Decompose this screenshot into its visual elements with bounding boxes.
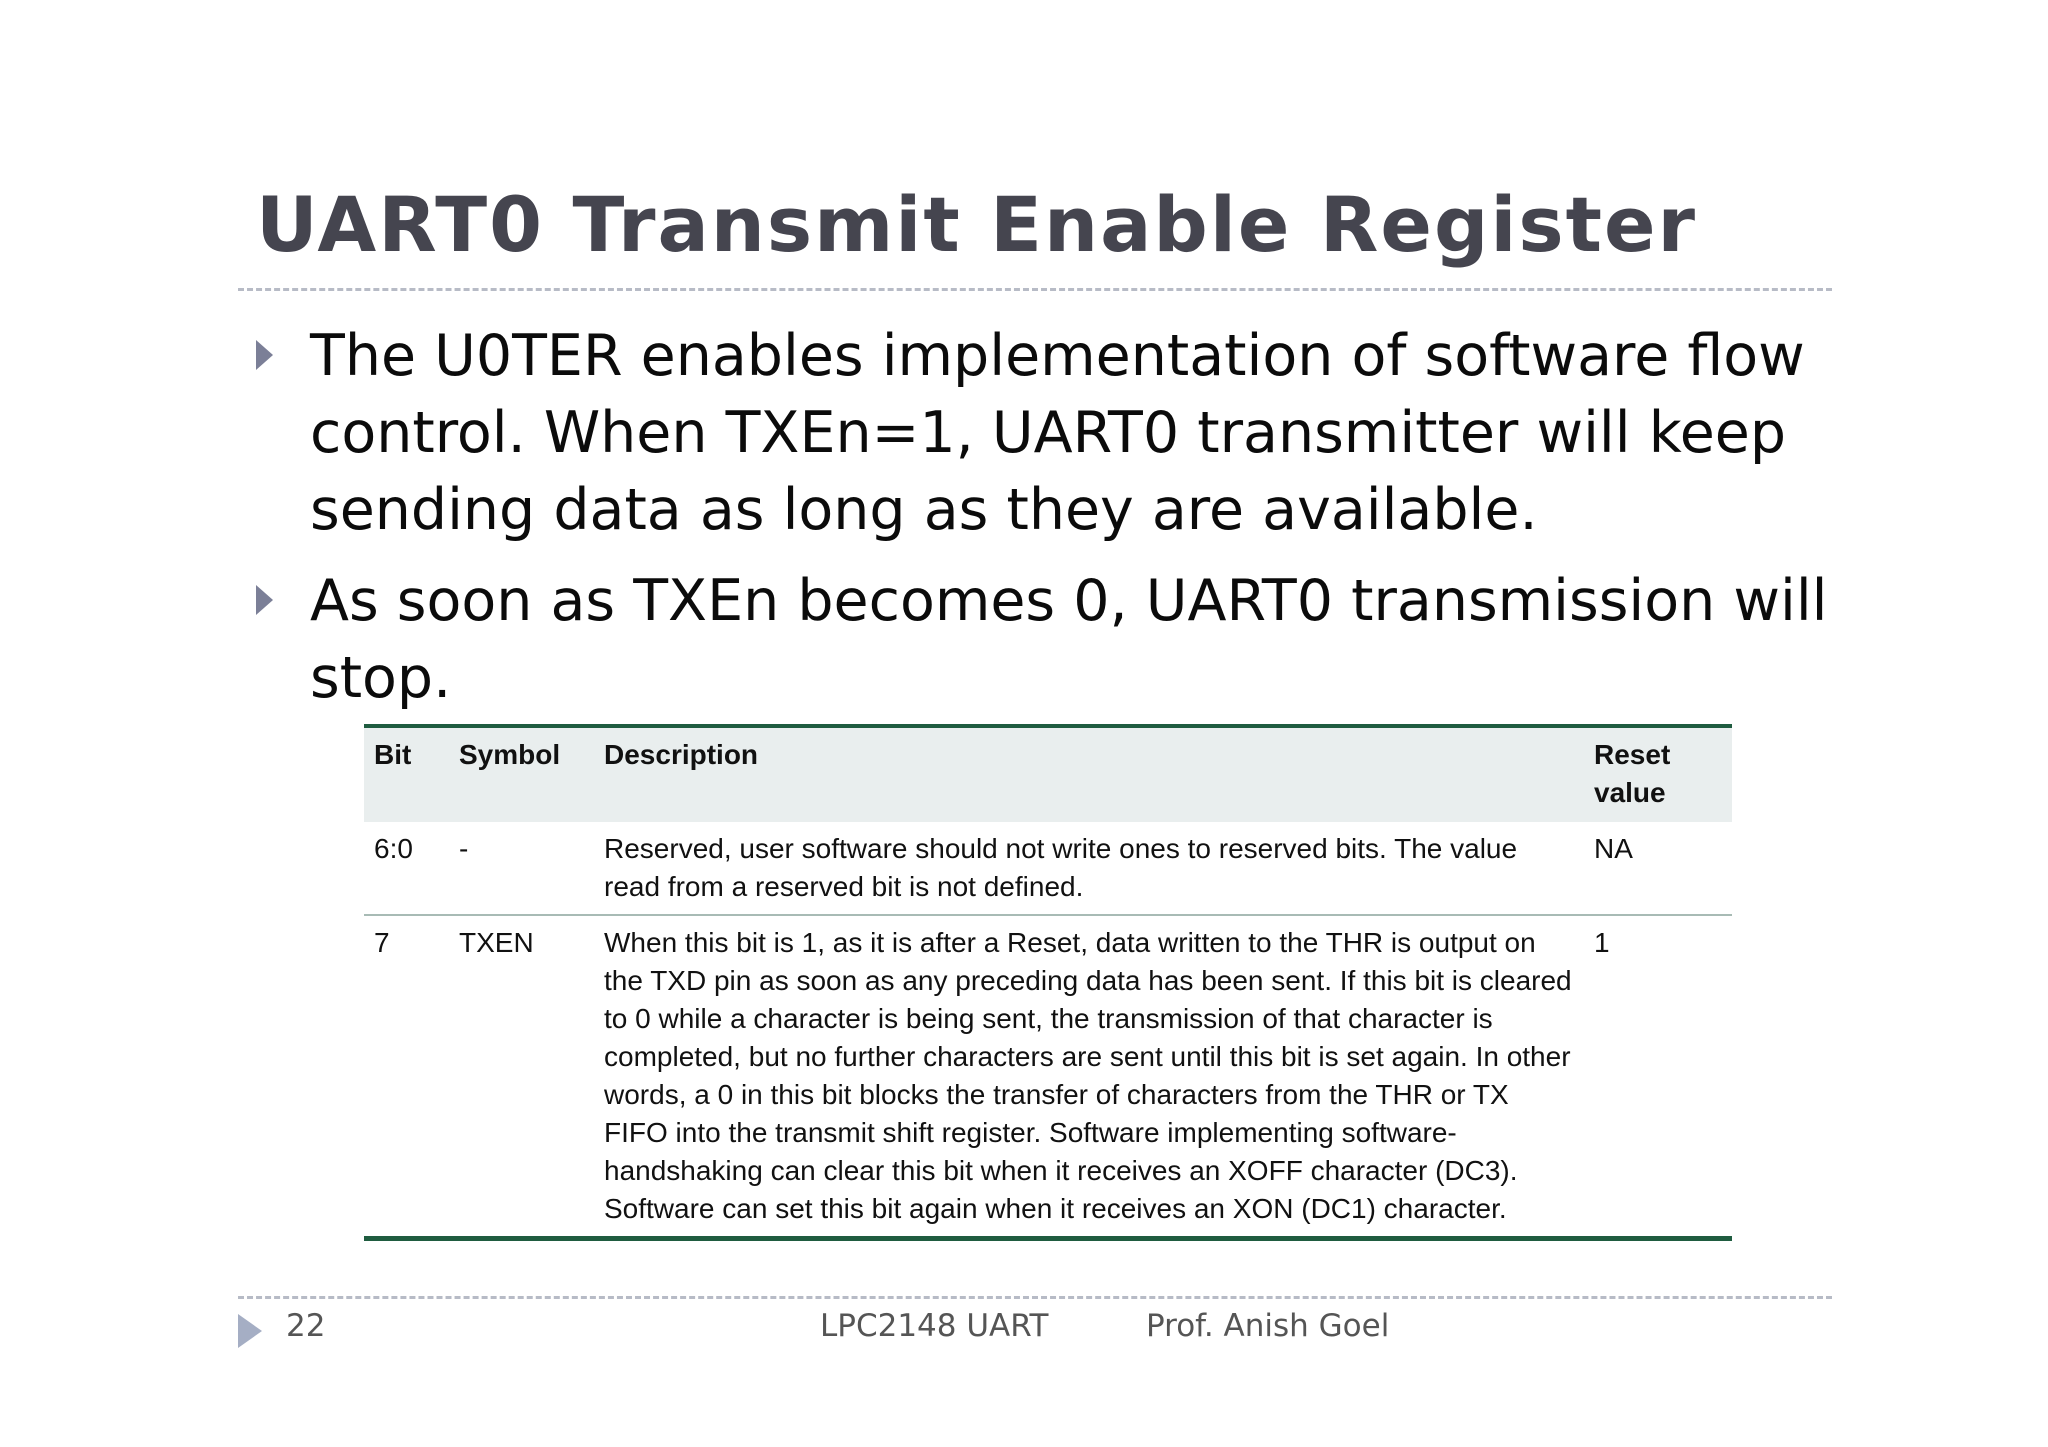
footer-triangle-icon — [238, 1314, 262, 1348]
title-divider — [238, 288, 1832, 291]
cell-bit: 6:0 — [374, 833, 413, 864]
header-bit: Bit — [374, 739, 412, 770]
cell-reset-value: 1 — [1594, 927, 1610, 958]
header-description: Description — [604, 739, 759, 770]
footer-author: Prof. Anish Goel — [1146, 1308, 1390, 1344]
page-number: 22 — [286, 1308, 326, 1344]
cell-description: When this bit is 1, as it is after a Reset, data written to the THR is output on the TXD pin as soon as any preceding data has been sent. If this bit is cleared to 0 while a character is being sent, the transmission of that character is completed, but no further characters are sent until this bit is set again. In other words, a 0 in this bit blocks the transfer of characters from the THR or TX FIFO into the transmit shift register. Software implementing software-handshaking can clear this bit when it receives an XOFF character (DC3). Software can set this bit again when it receives an XON (DC1) character. — [604, 927, 1572, 1224]
footer-course: LPC2148 UART — [820, 1308, 1049, 1344]
header-reset-value: Reset value — [1594, 739, 1671, 808]
bullet-text: As soon as TXEn becomes 0, UART0 transmission will stop. — [310, 568, 1828, 711]
header-symbol: Symbol — [459, 739, 561, 770]
triangle-bullet-icon — [256, 340, 273, 370]
table-row — [364, 822, 1732, 915]
cell-reset-value: NA — [1594, 833, 1633, 864]
table-header-row — [364, 726, 1732, 822]
table-row — [364, 915, 1732, 1239]
footer-divider — [238, 1296, 1832, 1299]
cell-description: Reserved, user software should not write ones to reserved bits. The value read from a reserved bit is not defined. — [604, 833, 1518, 902]
register-table — [364, 724, 1732, 1241]
cell-symbol: TXEN — [459, 927, 534, 958]
cell-symbol: - — [459, 833, 469, 864]
cell-bit: 7 — [374, 927, 390, 958]
slide-title: UART0 Transmit Enable Register — [256, 180, 1697, 269]
bullet-text: The U0TER enables implementation of software flow control. When TXEn=1, UART0 transmitter will keep sending data as long as they are available. — [310, 323, 1805, 543]
triangle-bullet-icon — [256, 585, 273, 615]
